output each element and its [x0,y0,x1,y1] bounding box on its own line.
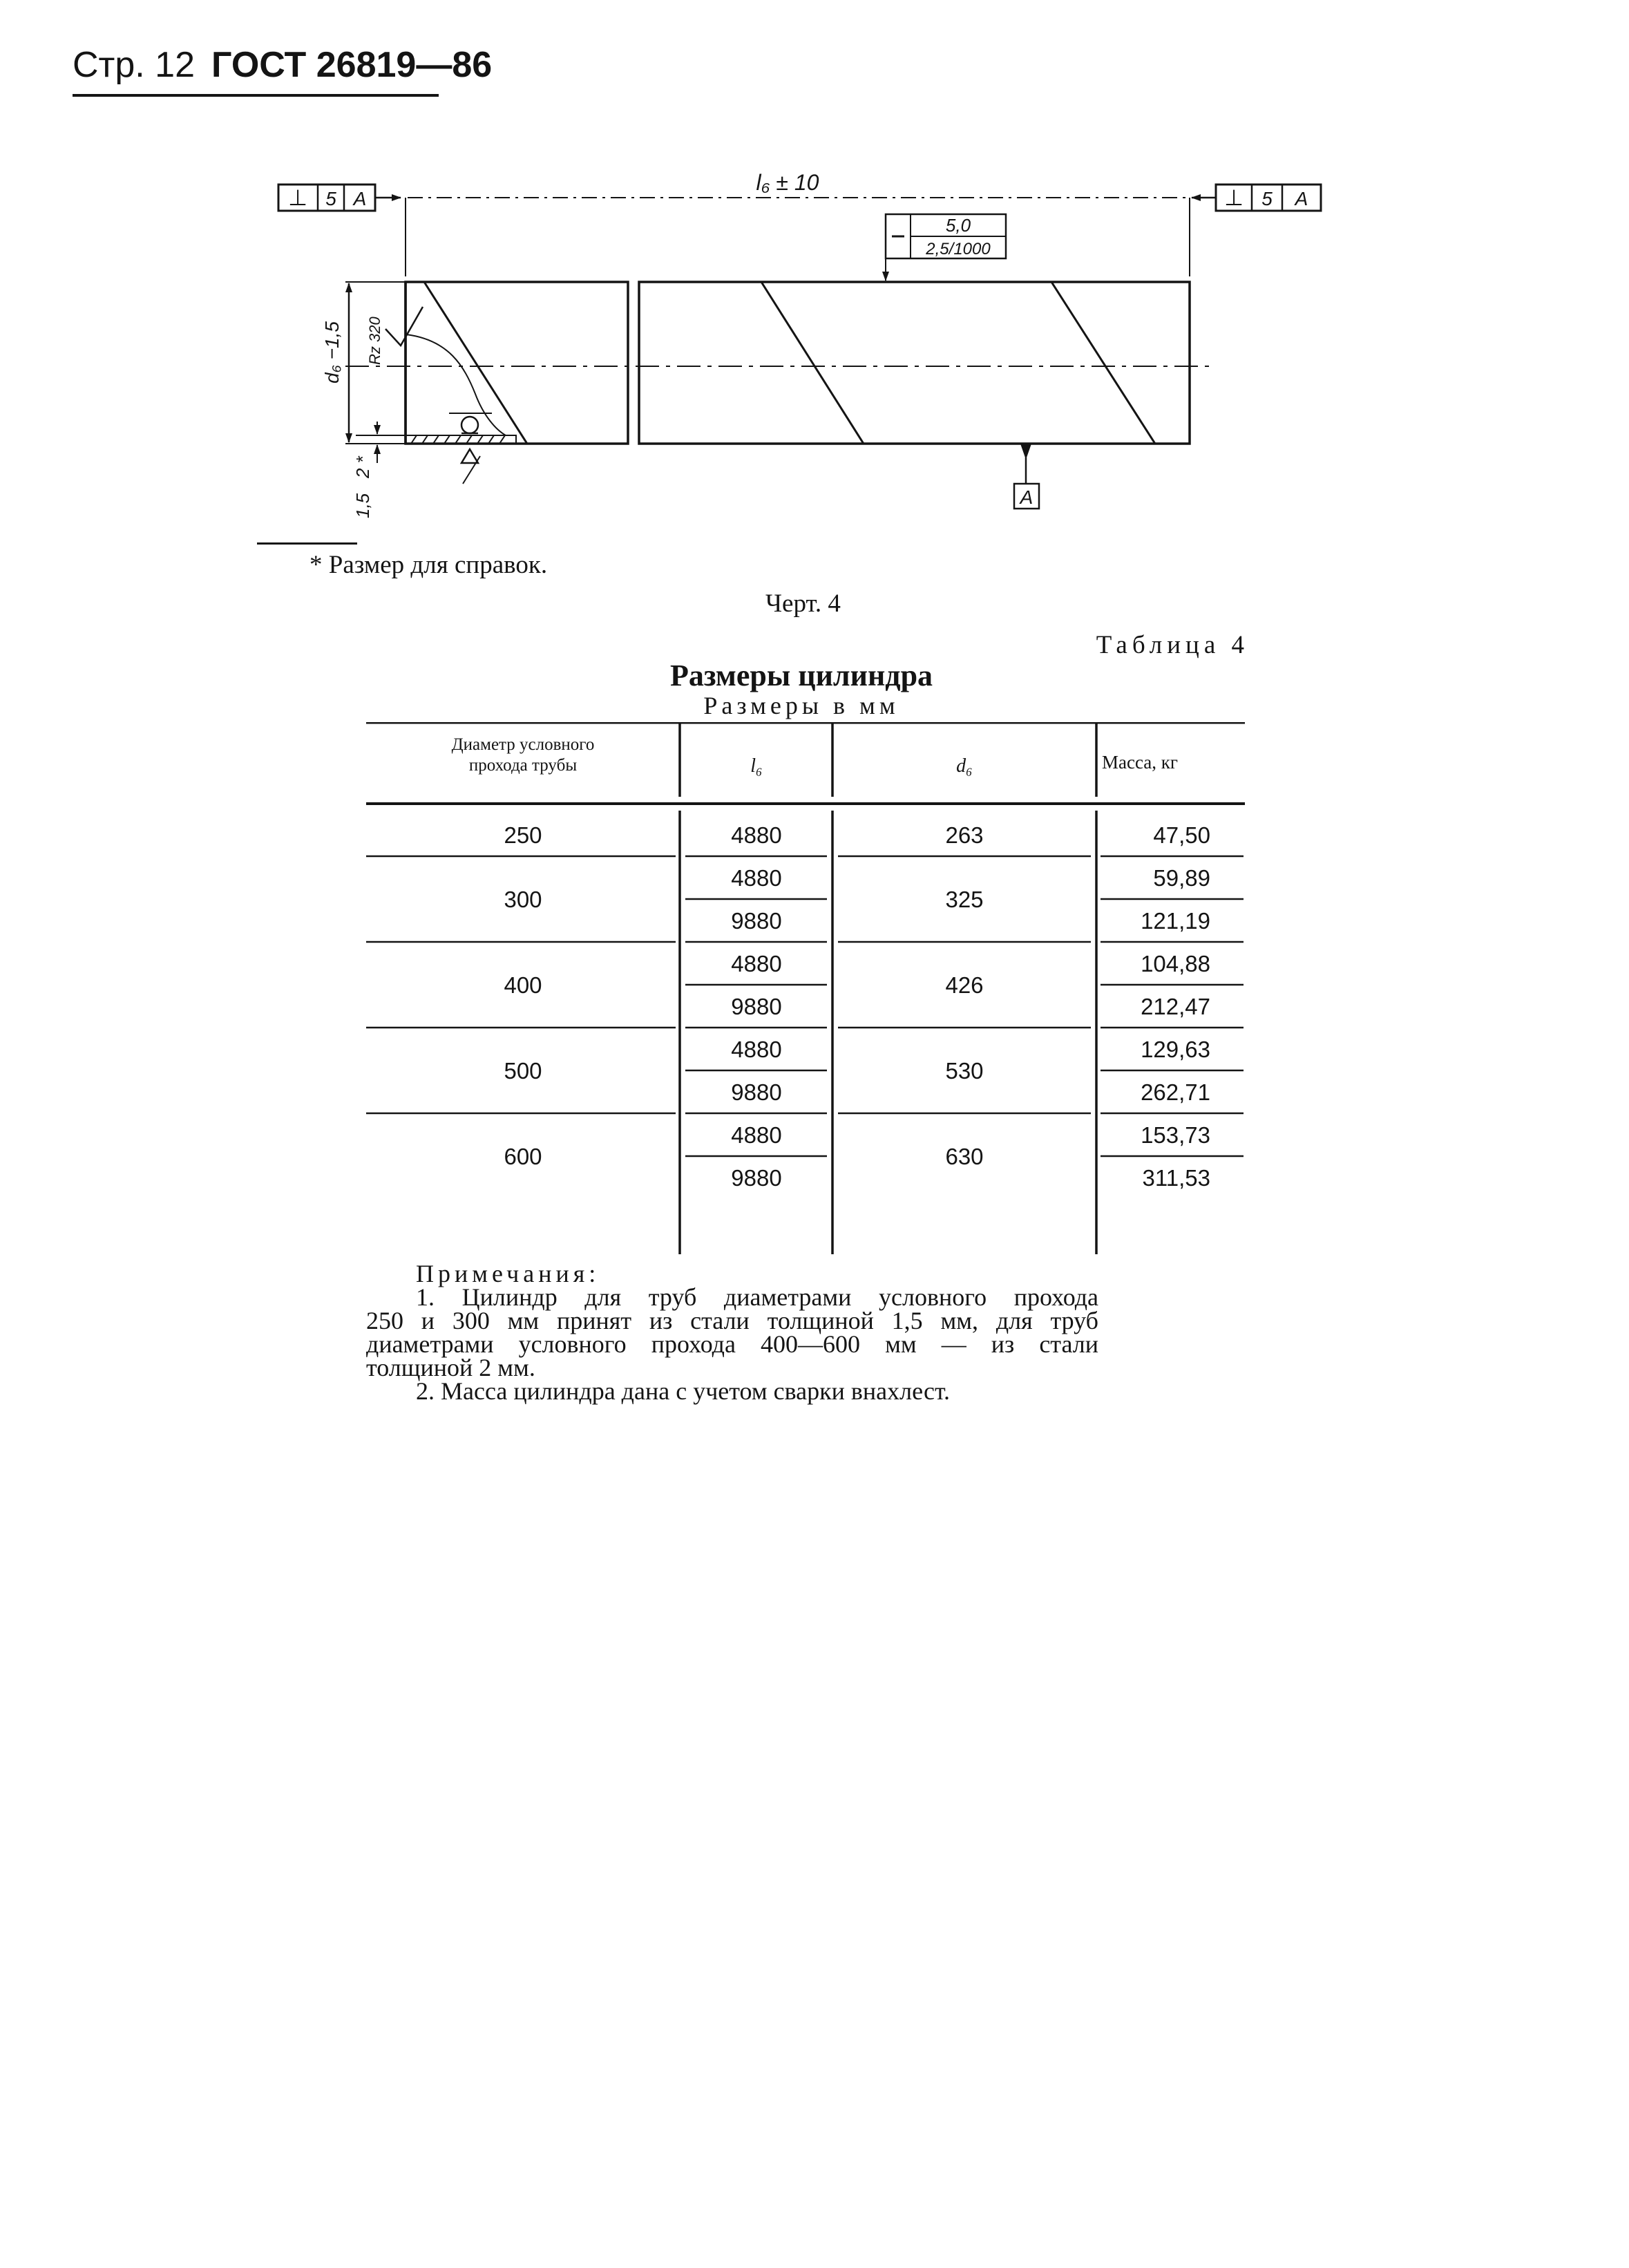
dimensions-table [366,722,1250,1254]
cell-length: 9880 [731,994,782,1019]
cell-length: 4880 [731,1037,782,1062]
cylinder-right-section [639,282,1190,444]
cell-mass: 212,47 [1141,994,1210,1019]
table-label: Таблица 4 [1096,631,1249,659]
straightness-frame [886,214,1006,258]
cell-diameter: 250 [504,822,542,848]
cell-mass: 153,73 [1141,1122,1210,1148]
right-tolerance-frame [1216,185,1321,211]
cell-length: 9880 [731,1165,782,1191]
cell-length: 9880 [731,908,782,934]
perpendicularity-symbol: ⊥ [288,185,307,210]
cell-mass: 47,50 [1153,822,1210,848]
cell-mass: 262,71 [1141,1079,1210,1105]
cell-outer-diameter: 325 [945,887,984,912]
cell-mass: 121,19 [1141,908,1210,934]
edge-dimension: 1,5 [352,493,373,518]
header-outer-diameter: d₆ [956,755,973,777]
cell-outer-diameter: 263 [945,822,984,848]
cell-mass: 129,63 [1141,1037,1210,1062]
page-number: Стр. 12 [73,45,196,85]
overlap-dimension: 2 * [352,456,373,478]
cell-length: 9880 [731,1079,782,1105]
left-tolerance-frame [278,185,375,211]
cell-diameter: 400 [504,972,542,998]
cell-length: 4880 [731,865,782,891]
footnote-rule [257,542,357,545]
header-mass: Масса, кг [1102,752,1178,773]
header-diameter-line2: прохода трубы [468,756,578,775]
svg-text:5: 5 [1261,188,1273,209]
cell-diameter: 500 [504,1058,542,1084]
notes [366,1262,1098,1403]
header-diameter-line1: Диаметр условного [451,735,595,754]
notes-heading: Примечания: [416,1260,600,1287]
header-rule [73,94,439,97]
table-title: Размеры цилиндра [669,659,933,692]
cell-outer-diameter: 426 [945,972,984,998]
cell-mass: 59,89 [1153,865,1210,891]
cell-outer-diameter: 530 [945,1058,984,1084]
cell-mass: 311,53 [1142,1165,1210,1191]
cell-length: 4880 [731,951,782,976]
cell-length: 4880 [731,822,782,848]
note-1-line-3: диаметрами условного прохода 400—600 мм — из стали [366,1330,1098,1358]
document-code: ГОСТ 26819—86 [211,45,493,85]
note-2: 2. Масса цилиндра дана с учетом сварки внахлест. [416,1377,950,1405]
svg-text:A: A [353,188,367,209]
footnote: * Размер для справок. [309,551,548,579]
figure-caption: Черт. 4 [765,589,841,618]
cylinder-drawing [242,159,1333,532]
svg-text:2,5/1000: 2,5/1000 [926,240,991,258]
note-1-line-4: толщиной 2 мм. [366,1354,535,1381]
header-length: l₆ [750,755,763,777]
diameter-dimension: d₆ −1,5 [321,321,343,384]
note-1-line-2: 250 и 300 мм принят из стали толщиной 1,5 мм, для труб [366,1307,1098,1334]
svg-text:A: A [1020,486,1033,508]
svg-text:A: A [1295,188,1308,209]
page-header [73,47,492,83]
table-units: Размеры в мм [703,692,899,719]
cell-diameter: 300 [504,887,542,912]
svg-text:⊥: ⊥ [1224,185,1244,210]
length-dimension: l₆ ± 10 [756,170,819,195]
cell-length: 4880 [731,1122,782,1148]
cell-mass: 104,88 [1141,951,1210,976]
cell-outer-diameter: 630 [945,1144,984,1169]
roughness-label: Rz 320 [366,316,383,365]
datum-a [1014,444,1039,509]
svg-text:5: 5 [325,188,336,209]
note-1-line-1: 1. Цилиндр для труб диаметрами условного прохода [416,1283,1098,1311]
svg-text:5,0: 5,0 [945,215,971,236]
cell-diameter: 600 [504,1144,542,1169]
